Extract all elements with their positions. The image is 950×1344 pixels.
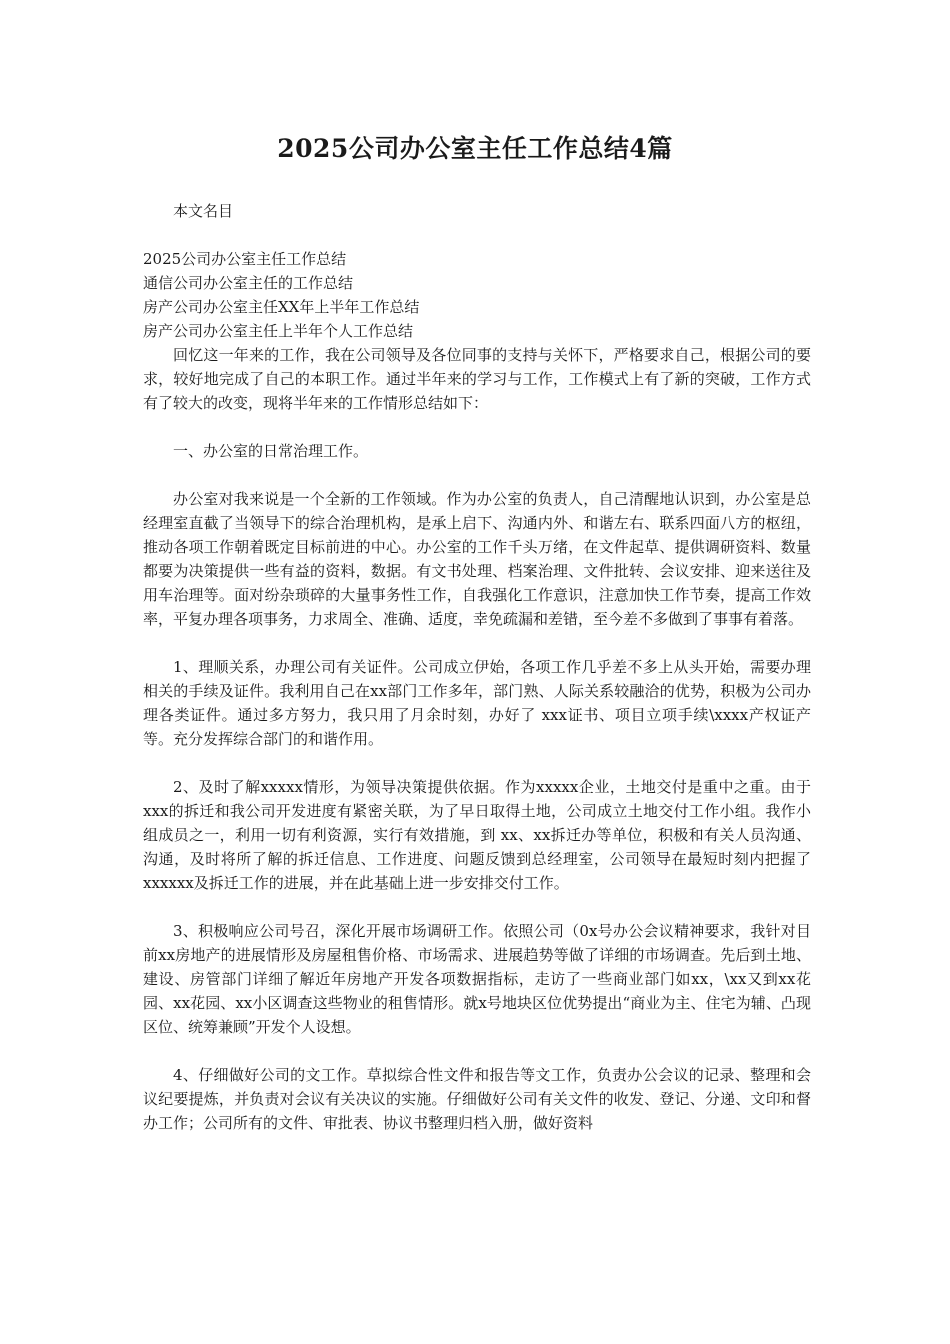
toc-item: 2025公司办公室主任工作总结 xyxy=(143,250,347,268)
body-paragraph: 1、理顺关系，办理公司有关证件。公司成立伊始，各项工作几乎差不多上从头开始，需要办理相关的手续及证件。我利用自己在xx部门工作多年，部门熟、人际关系较融洽的优势，积极为公司办理各类证件。通过多方努力，我只用了月余时刻，办好了 xxx证书、项目立项手续\xxxx产权证产等。充分发挥综合部门的和谐作用。 xyxy=(143,658,811,748)
body-paragraph: 办公室对我来说是一个全新的工作领域。作为办公室的负责人，自己清醒地认识到，办公室是总经理室直截了当领导下的综合治理机构，是承上启下、沟通内外、和谐左右、联系四面八方的枢纽，推动各项工作朝着既定目标前进的中心。办公室的工作千头万绪，在文件起草、提供调研资料、数量都要为决策提供一些有益的资料，数据。有文书处理、档案治理、文件批转、会议安排、迎来送往及用车治理等。面对纷杂琐碎的大量事务性工作，自我强化工作意识，注意加快工作节奏，提高工作效率，平复办理各项事务，力求周全、准确、适度，幸免疏漏和差错，至今差不多做到了事事有着落。 xyxy=(143,490,811,628)
section-heading: 一、办公室的日常治理工作。 xyxy=(173,442,369,460)
toc-item: 通信公司办公室主任的工作总结 xyxy=(143,274,354,292)
toc-item: 房产公司办公室主任XX年上半年工作总结 xyxy=(143,298,420,316)
document-body xyxy=(143,199,811,1135)
body-paragraph: 2、及时了解xxxxx情形，为领导决策提供依据。作为xxxxx企业，土地交付是重中之重。由于xxx的拆迁和我公司开发进度有紧密关联，为了早日取得土地，公司成立土地交付工作小组。我作小组成员之一，利用一切有利资源，实行有效措施，到 xx、xx拆迁办等单位，积极和有关人员沟通、沟通，及时将所了解的拆迁信息、工作进度、问题反馈到总经理室，公司领导在最短时刻内把握了 xxxxxx及拆迁工作的进展，并在此基础上进一步安排交付工作。 xyxy=(143,778,811,892)
body-paragraph: 3、积极响应公司号召，深化开展市场调研工作。依照公司（0x号办公会议精神要求，我针对目前xx房地产的进展情形及房屋租售价格、市场需求、进展趋势等做了详细的市场调查。先后到土地、建设、房管部门详细了解近年房地产开发各项数据指标，走访了一些商业部门如xx，\xx又到xx花园、xx花园、xx小区调查这些物业的租售情形。就x号地块区位优势提出“商业为主、住宅为辅、凸现区位、统筹兼顾”开发个人设想。 xyxy=(143,922,811,1036)
document-title: 2025公司办公室主任工作总结4篇 xyxy=(277,134,673,163)
toc-item: 房产公司办公室主任上半年个人工作总结 xyxy=(143,322,414,340)
toc-heading: 本文名目 xyxy=(173,202,234,220)
body-paragraph: 4、仔细做好公司的文工作。草拟综合性文件和报告等文工作，负责办公会议的记录、整理和会议纪要提炼，并负责对会议有关决议的实施。仔细做好公司有关文件的收发、登记、分递、文印和督办工作；公司所有的文件、审批表、协议书整理归档入册，做好资料 xyxy=(143,1066,811,1132)
intro-paragraph: 回忆这一年来的工作，我在公司领导及各位同事的支持与关怀下，严格要求自己，根据公司的要求，较好地完成了自己的本职工作。通过半年来的学习与工作，工作模式上有了新的突破，工作方式有了较大的改变，现将半年来的工作情形总结如下： xyxy=(143,346,811,412)
toc-list xyxy=(143,247,811,343)
